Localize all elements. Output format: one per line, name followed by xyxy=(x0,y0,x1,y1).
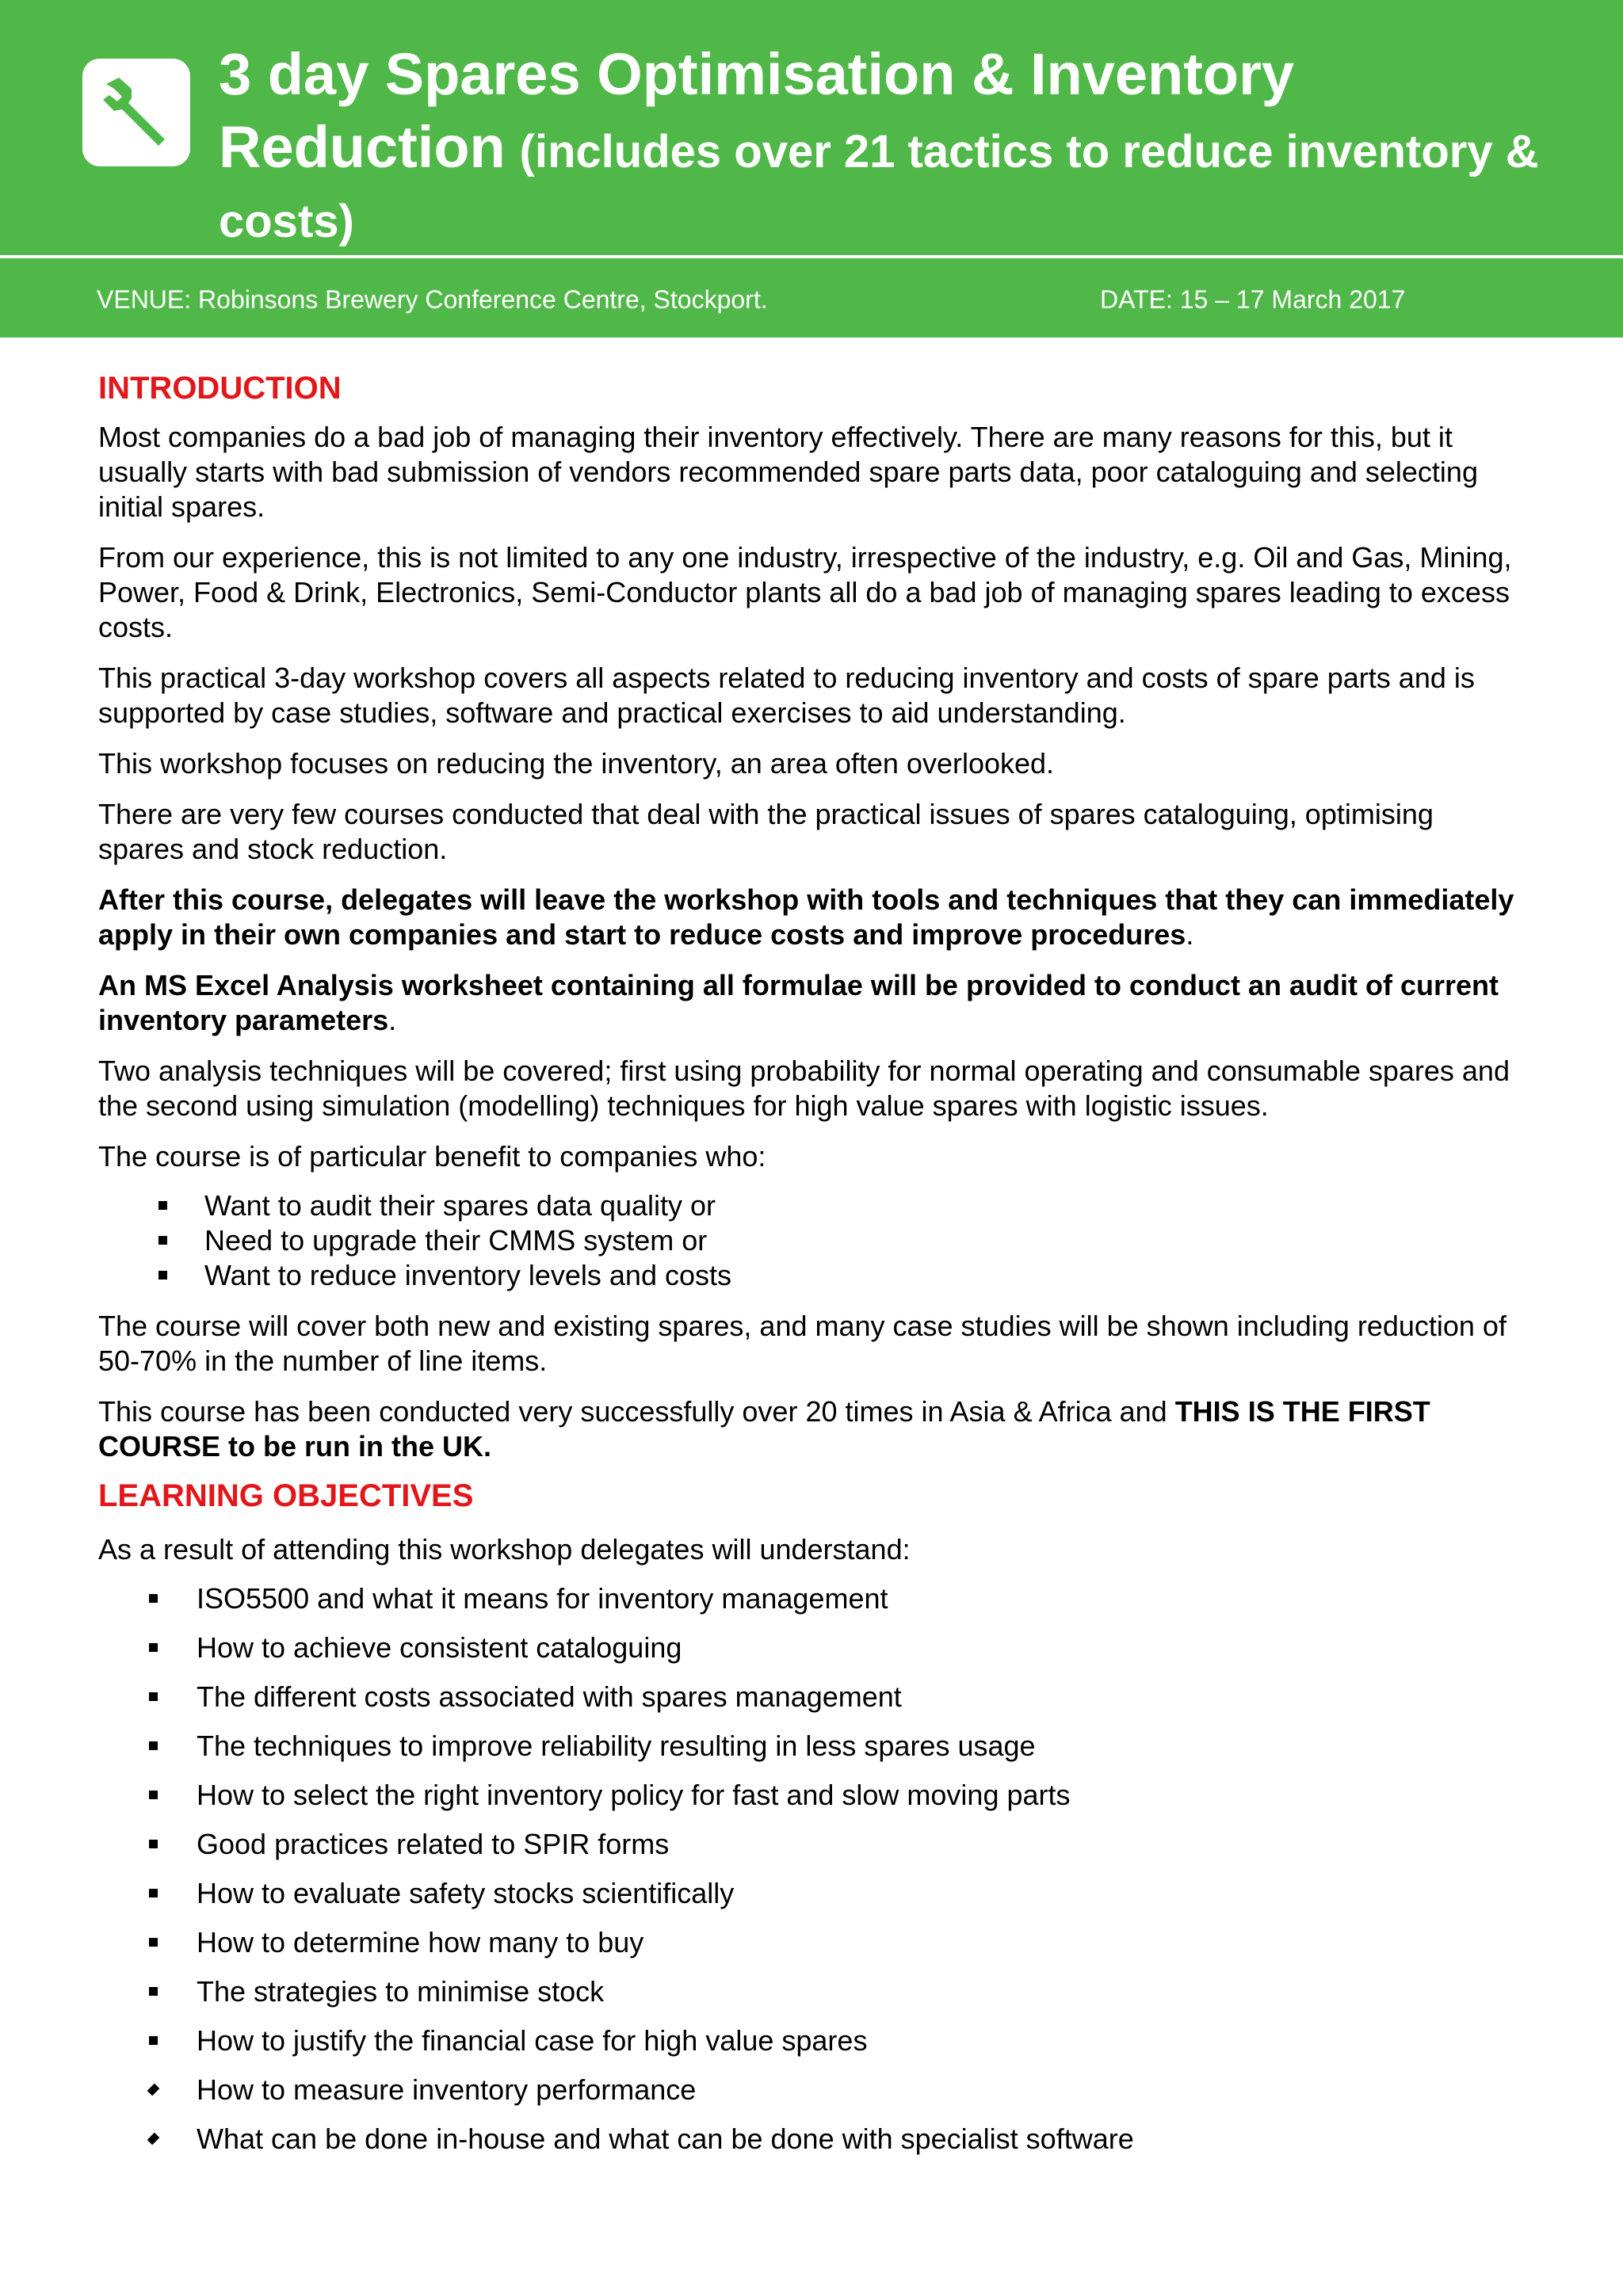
square-bullet-icon xyxy=(149,1594,158,1603)
page-title xyxy=(219,38,1598,257)
benefits-list xyxy=(98,1188,1525,1293)
list-item: How to determine how many to buy xyxy=(98,1925,1525,1960)
intro-paragraph-5: There are very few courses conducted that deal with the practical issues of spares cataloguing, optimising spares and stock reduction. xyxy=(98,798,1434,865)
intro-paragraph-8: Two analysis techniques will be covered; first using probability for normal operating and consumable spares and the second using simulation (modelling) techniques for high value spares with logistic issues. xyxy=(98,1055,1510,1122)
diamond-bullet-icon xyxy=(147,2084,160,2096)
list-item: How to justify the financial case for high value spares xyxy=(98,2023,1525,2058)
venue-text: VENUE: Robinsons Brewery Conference Centre, Stockport. xyxy=(97,285,768,314)
title-main: 3 day Spares Optimisation & Inventory Reduction xyxy=(219,41,1295,180)
intro-paragraph-7-bold: An MS Excel Analysis worksheet containing all formulae will be provided to conduct an audit of current inventory parameters xyxy=(98,969,1499,1036)
list-item: ISO5500 and what it means for inventory management xyxy=(98,1581,1525,1616)
intro-paragraph-11-start: This course has been conducted very successfully over 20 times in Asia & Africa and xyxy=(98,1395,1175,1428)
main-content xyxy=(98,369,1525,2171)
intro-paragraph-6-end: . xyxy=(1186,918,1194,951)
intro-paragraph-4: This workshop focuses on reducing the inventory, an area often overlooked. xyxy=(98,747,1055,780)
square-bullet-icon xyxy=(149,2036,158,2045)
intro-paragraph-7-end: . xyxy=(388,1004,397,1036)
intro-paragraph-3: This practical 3-day workshop covers all aspects related to reducing inventory and costs of spare parts and is supported by case studies, software and practical exercises to aid understanding. xyxy=(98,662,1475,729)
intro-paragraph-6-bold: After this course, delegates will leave the workshop with tools and techniques that they can immediately apply in their own companies and start to reduce costs and improve procedures xyxy=(98,883,1514,951)
list-item: Good practices related to SPIR forms xyxy=(98,1827,1525,1862)
learning-objectives-heading: LEARNING OBJECTIVES xyxy=(98,1478,474,1513)
intro-paragraph-11 xyxy=(98,1394,1525,1464)
title-subtitle: (includes over 21 tactics to reduce inventory & costs) xyxy=(219,126,1539,247)
list-item: The techniques to improve reliability resulting in less spares usage xyxy=(98,1729,1525,1764)
objectives-list xyxy=(98,1581,1525,2157)
list-item: Want to reduce inventory levels and costs xyxy=(98,1258,1525,1293)
list-item: The different costs associated with spares management xyxy=(98,1680,1525,1714)
list-item: How to select the right inventory policy for fast and slow moving parts xyxy=(98,1778,1525,1813)
square-bullet-icon xyxy=(149,1987,158,1996)
list-item: Need to upgrade their CMMS system or xyxy=(98,1223,1525,1258)
venue-date-bar xyxy=(0,258,1623,338)
intro-paragraph-9: The course is of particular benefit to companies who: xyxy=(98,1140,766,1173)
intro-paragraph-7 xyxy=(98,968,1525,1038)
square-bullet-icon xyxy=(158,1201,167,1210)
list-item: How to evaluate safety stocks scientifically xyxy=(98,1876,1525,1911)
intro-paragraph-11-bold: THIS IS THE FIRST COURSE to be run in the UK. xyxy=(98,1395,1430,1463)
square-bullet-icon xyxy=(158,1236,167,1245)
list-item: What can be done in-house and what can be done with specialist software xyxy=(98,2122,1525,2157)
square-bullet-icon xyxy=(149,1741,158,1750)
square-bullet-icon xyxy=(149,1938,158,1947)
square-bullet-icon xyxy=(149,1643,158,1652)
square-bullet-icon xyxy=(149,1692,158,1701)
square-bullet-icon xyxy=(158,1271,167,1280)
introduction-heading: INTRODUCTION xyxy=(98,371,342,406)
diamond-bullet-icon xyxy=(147,2133,160,2145)
list-item: The strategies to minimise stock xyxy=(98,1974,1525,2009)
date-text: DATE: 15 – 17 March 2017 xyxy=(1100,285,1406,314)
intro-paragraph-6 xyxy=(98,883,1525,952)
header-banner xyxy=(0,0,1623,255)
square-bullet-icon xyxy=(149,1791,158,1799)
intro-paragraph-1: Most companies do a bad job of managing their inventory effectively. There are many reasons for this, but it usually starts with bad submission of vendors recommended spare parts data, poor cataloguing and selecting initial spares. xyxy=(98,421,1478,523)
list-item: How to measure inventory performance xyxy=(98,2073,1525,2107)
intro-paragraph-10: The course will cover both new and existing spares, and many case studies will be shown including reduction of 50-70% in the number of line items. xyxy=(98,1310,1507,1377)
list-item: Want to audit their spares data quality or xyxy=(98,1188,1525,1223)
square-bullet-icon xyxy=(149,1889,158,1897)
square-bullet-icon xyxy=(149,1840,158,1848)
learning-objectives-intro: As a result of attending this workshop delegates will understand: xyxy=(98,1533,911,1566)
wrench-icon xyxy=(82,59,190,166)
intro-paragraph-2: From our experience, this is not limited to any one industry, irrespective of the industry, e.g. Oil and Gas, Mining, Power, Food & Drink, Electronics, Semi-Conductor plants all do a bad job of managing spares leading to excess costs. xyxy=(98,541,1512,643)
list-item: How to achieve consistent cataloguing xyxy=(98,1630,1525,1665)
learning-objectives-section xyxy=(98,1477,1525,2157)
